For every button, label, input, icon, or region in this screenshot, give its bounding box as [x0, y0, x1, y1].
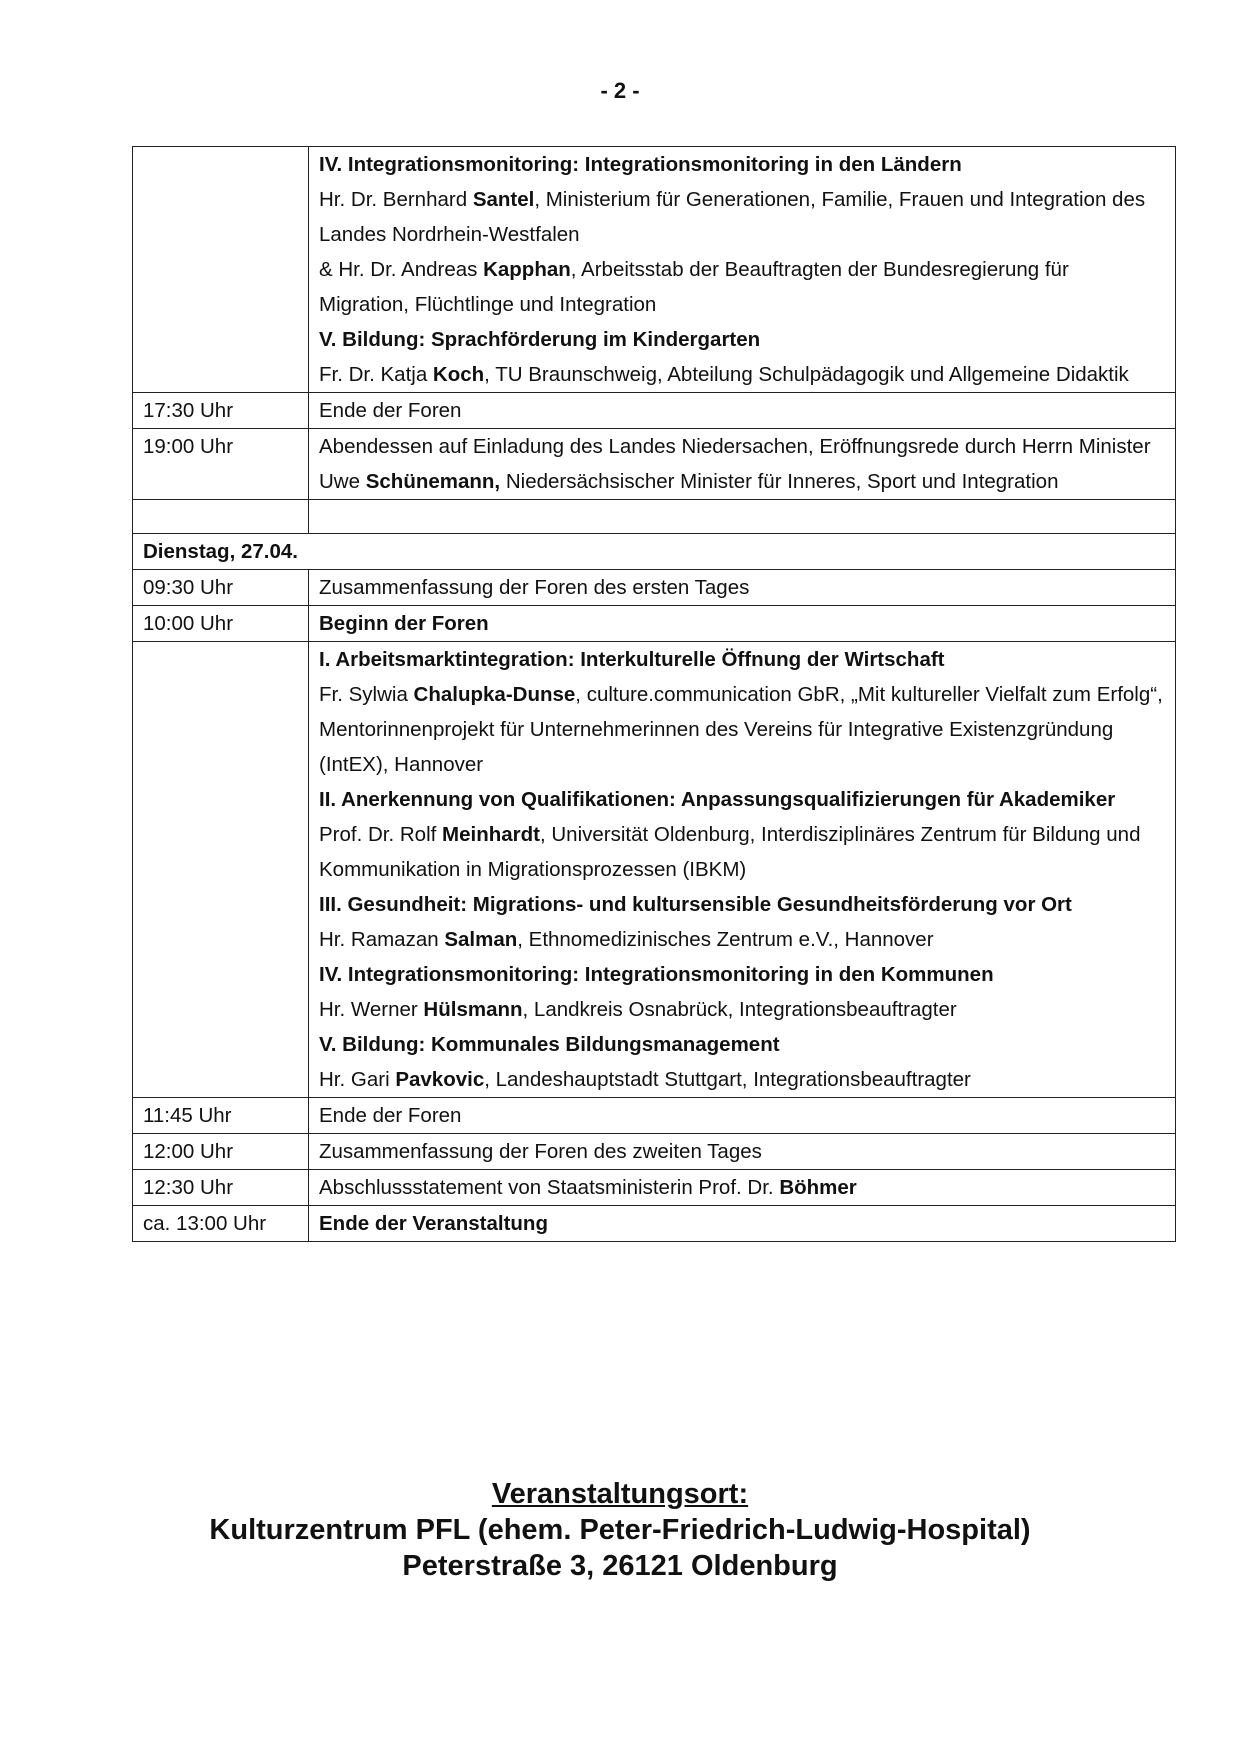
table-row: [133, 1098, 1176, 1134]
speaker-line: Hr. Gari Pavkovic, Landeshauptstadt Stuttgart, Integrationsbeauftragter: [319, 1068, 971, 1091]
forum-block-day1: [309, 147, 1176, 393]
table-row: [133, 1206, 1176, 1242]
speaker-line: Landes Nordrhein-Westfalen: [319, 223, 580, 246]
forum-title: III. Gesundheit: Migrations- und kultursensible Gesundheitsförderung vor Ort: [319, 893, 1072, 916]
speaker-line: Mentorinnenprojekt für Unternehmerinnen des Vereins für Integrative Existenzgründung: [319, 718, 1114, 741]
forum-title: I. Arbeitsmarktintegration: Interkulturelle Öffnung der Wirtschaft: [319, 648, 945, 671]
table-row: [133, 429, 1176, 500]
speaker-line: (IntEX), Hannover: [319, 753, 484, 776]
forum-title: II. Anerkennung von Qualifikationen: Anpassungsqualifizierungen für Akademiker: [319, 788, 1116, 811]
time-cell: [133, 147, 309, 393]
speaker-line: Prof. Dr. Rolf Meinhardt, Universität Oldenburg, Interdisziplinäres Zentrum für Bildung und: [319, 823, 1141, 846]
speaker-line: Hr. Ramazan Salman, Ethnomedizinisches Zentrum e.V., Hannover: [319, 928, 934, 951]
day-header-row: [133, 534, 1176, 570]
speaker-line: Migration, Flüchtlinge und Integration: [319, 293, 657, 316]
event-cell: Ende der Foren: [309, 393, 1176, 429]
venue-footer: [0, 1476, 1240, 1584]
speaker-line: Kommunikation in Migrationsprozessen (IBKM): [319, 858, 747, 881]
time-cell: 10:00 Uhr: [133, 606, 309, 642]
event-cell: Ende der Foren: [309, 1098, 1176, 1134]
speaker-line: Fr. Dr. Katja Koch, TU Braunschweig, Abteilung Schulpädagogik und Allgemeine Didaktik: [319, 363, 1129, 386]
venue-name: Kulturzentrum PFL (ehem. Peter-Friedrich-Ludwig-Hospital): [209, 1514, 1031, 1546]
day-heading: Dienstag, 27.04.: [133, 534, 1176, 570]
venue-address: Peterstraße 3, 26121 Oldenburg: [402, 1550, 838, 1582]
time-cell: 12:30 Uhr: [133, 1170, 309, 1206]
event-cell: Abschlussstatement von Staatsministerin Prof. Dr. Böhmer: [309, 1170, 1176, 1206]
time-cell: 17:30 Uhr: [133, 393, 309, 429]
table-row: [133, 1134, 1176, 1170]
event-cell: Beginn der Foren: [309, 606, 1176, 642]
table-row: [133, 570, 1176, 606]
time-cell: 12:00 Uhr: [133, 1134, 309, 1170]
forum-block-day2: [309, 642, 1176, 1098]
event-cell: Ende der Veranstaltung: [309, 1206, 1176, 1242]
event-cell: Zusammenfassung der Foren des ersten Tages: [309, 570, 1176, 606]
event-cell: Abendessen auf Einladung des Landes Niedersachen, Eröffnungsrede durch Herrn Minister Uwe Schünemann, Niedersächsischer Minister für Inneres, Sport und Integration: [309, 429, 1176, 500]
forum-title: V. Bildung: Sprachförderung im Kindergarten: [319, 328, 761, 351]
speaker-line: Hr. Dr. Bernhard Santel, Ministerium für Generationen, Familie, Frauen und Integration des: [319, 188, 1146, 211]
empty-row: [133, 500, 1176, 534]
table-row: [133, 606, 1176, 642]
table-row: [133, 1170, 1176, 1206]
page-number: - 2 -: [600, 78, 640, 103]
forum-title: V. Bildung: Kommunales Bildungsmanagement: [319, 1033, 780, 1056]
event-cell: Zusammenfassung der Foren des zweiten Tages: [309, 1134, 1176, 1170]
venue-label: Veranstaltungsort:: [491, 1478, 749, 1510]
forum-title: IV. Integrationsmonitoring: Integrationsmonitoring in den Ländern: [319, 153, 962, 176]
agenda-table: [132, 146, 1176, 1242]
time-cell: [133, 642, 309, 1098]
time-cell: 09:30 Uhr: [133, 570, 309, 606]
table-row: [133, 147, 1176, 393]
speaker-line: Hr. Werner Hülsmann, Landkreis Osnabrück, Integrationsbeauftragter: [319, 998, 957, 1021]
forum-title: IV. Integrationsmonitoring: Integrationsmonitoring in den Kommunen: [319, 963, 994, 986]
time-cell: 19:00 Uhr: [133, 429, 309, 500]
speaker-line: Fr. Sylwia Chalupka-Dunse, culture.communication GbR, „Mit kultureller Vielfalt zum Erfolg“,: [319, 683, 1163, 706]
table-row: [133, 393, 1176, 429]
time-cell: ca. 13:00 Uhr: [133, 1206, 309, 1242]
time-cell: 11:45 Uhr: [133, 1098, 309, 1134]
table-row: [133, 642, 1176, 1098]
speaker-line: & Hr. Dr. Andreas Kapphan, Arbeitsstab der Beauftragten der Bundesregierung für: [319, 258, 1069, 281]
